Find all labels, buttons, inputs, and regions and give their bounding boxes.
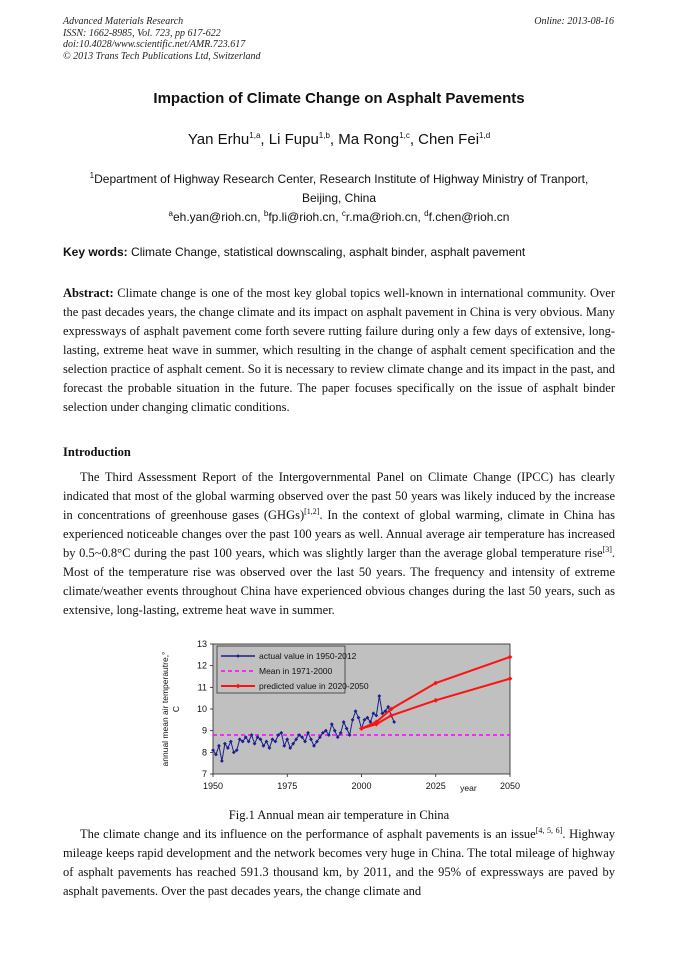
abstract	[63, 284, 615, 417]
intro-text: . In the context of global warming, climate in China has experienced noticeable changes over the past 100 years as well. Annual average air temperature has increased by 0.5~0.8°C during the past 100 years, which was slightly larger than the average global temperature rise	[63, 508, 615, 560]
author-sup: 1,b	[318, 131, 330, 140]
author-sup: 1,d	[479, 131, 491, 140]
keywords-text: Climate Change, statistical downscaling, asphalt binder, asphalt pavement	[131, 245, 526, 259]
y-tick-label: 9	[201, 725, 207, 736]
intro-paragraph-2	[63, 825, 615, 901]
intro-text: . Highway mileage keeps rapid development and the network becomes very huge in China. The total mileage of highway of asphalt pavements has reached 591.3 thousand km, by 2011, and the 95% of expressways are paved by asphalt pavements. Over the past decades years, the change climate and	[63, 827, 616, 898]
x-tick-label: 2025	[425, 781, 446, 791]
citation[interactable]: [1,2]	[304, 506, 320, 516]
y-tick-label: 13	[196, 639, 207, 649]
author-sup: 1,c	[399, 131, 410, 140]
abstract-label: Abstract:	[63, 286, 114, 300]
journal-copyright: © 2013 Trans Tech Publications Ltd, Switzerland	[63, 50, 261, 62]
citation[interactable]: [4, 5, 6]	[535, 825, 563, 835]
intro-text: . Most of the temperature rise was observed over the last 50 years. The frequency and intensity of extreme climate/weather events throughout China have experienced obvious changes during the last 50 years, such as extensive, long-lasting, extreme heat wave in summer.	[63, 546, 615, 617]
affil-line-2: Beijing, China	[301, 191, 377, 205]
citation[interactable]: [3]	[602, 544, 612, 554]
paper-title: Impaction of Climate Change on Asphalt Pavements	[153, 90, 525, 107]
author-name: Ma Rong	[338, 131, 400, 148]
y-tick-label: 10	[196, 704, 207, 714]
journal-name: Advanced Materials Research	[63, 16, 184, 27]
temperature-chart	[155, 636, 523, 802]
y-tick-label: 7	[201, 769, 207, 779]
affiliation	[0, 170, 678, 227]
email-sup: b	[263, 209, 269, 218]
intro-text: The climate change and its influence on the performance of asphalt pavements is an issue	[80, 827, 536, 841]
email-link[interactable]: r.ma@rioh.cn	[345, 210, 418, 224]
x-tick-label: 2000	[351, 781, 372, 791]
author-name: Chen Fei	[418, 131, 480, 148]
online-date: Online: 2013-08-16	[534, 16, 614, 27]
x-tick-label: 2050	[499, 781, 521, 791]
email-sup: a	[168, 209, 173, 218]
x-axis-label: year	[460, 783, 477, 793]
figure-caption: Fig.1 Annual mean air temperature in China	[228, 808, 450, 822]
author-list: Yan Erhu$^{1,a}$, Li Fupu$^{1,b}$, Ma Rong$^{1,c}$, Chen Fei$^{1,d}$	[187, 131, 491, 148]
email-list: $^a$eh.yan@rioh.cn, $^b$fp.li@rioh.cn, $^c$r.ma@rioh.cn, $^d$f.chen@rioh.cn	[168, 209, 510, 224]
abstract-text: Climate change is one of the most key global topics well-known in international community. Over the past decades years, the change climate and its impact on asphalt pavement in China is very obvious. Many expressways of asphalt pavement come forth severe rutting failure during only a few days of extensive, long-lasting, extreme heat wave in summer, which resulting in the change of asphalt cement specification and the selection practice of asphalt cement. So it is necessary to review climate change and its impact in the past, and forecast the probable situation in the future. The paper focuses specifically on the issue of asphalt binder selection under changing climatic conditions.	[63, 286, 615, 414]
journal-header	[63, 16, 261, 62]
intro-paragraph-1	[63, 468, 615, 620]
email-link[interactable]: eh.yan@rioh.cn	[172, 210, 258, 224]
intro-text: The Third Assessment Report of the Intergovernmental Panel on Climate Change (IPCC) has clearly indicated that most of the global warming observed over the past 50 years was likely induced by the increase in concentrations of greenhouse gases (GHGs)	[63, 470, 615, 522]
journal-issn: ISSN: 1662-8985, Vol. 723, pp 617-622	[63, 27, 221, 39]
legend-label: actual value in 1950-2012	[259, 651, 357, 661]
affil-line-1: Department of Highway Research Center, Research Institute of Highway Ministry of Tranport,	[94, 172, 589, 186]
x-tick-label: 1950	[202, 781, 224, 791]
x-tick-label: 1975	[277, 781, 298, 791]
email-sup: c	[341, 209, 346, 218]
y-axis-label: annual mean air temperautre,°	[160, 651, 170, 767]
section-heading-introduction: Introduction	[63, 445, 131, 459]
y-axis-label-unit: C	[171, 705, 181, 713]
y-tick-label: 8	[201, 747, 207, 758]
legend-label: predicted value in 2020-2050	[259, 681, 369, 691]
legend-label: Mean in 1971-2000	[259, 666, 333, 676]
y-tick-label: 12	[196, 660, 207, 671]
author-sup: 1,a	[249, 131, 261, 140]
email-sup: d	[424, 209, 429, 218]
y-tick-label: 11	[197, 682, 207, 693]
journal-doi: doi:10.4028/www.scientific.net/AMR.723.617	[63, 39, 246, 50]
keywords	[63, 245, 615, 259]
affil-sup: 1	[89, 171, 95, 180]
email-link[interactable]: f.chen@rioh.cn	[428, 210, 510, 224]
keywords-label: Key words:	[63, 245, 128, 259]
author-name: Li Fupu	[268, 131, 319, 148]
email-link[interactable]: fp.li@rioh.cn	[268, 210, 336, 224]
author-name: Yan Erhu	[187, 131, 250, 148]
